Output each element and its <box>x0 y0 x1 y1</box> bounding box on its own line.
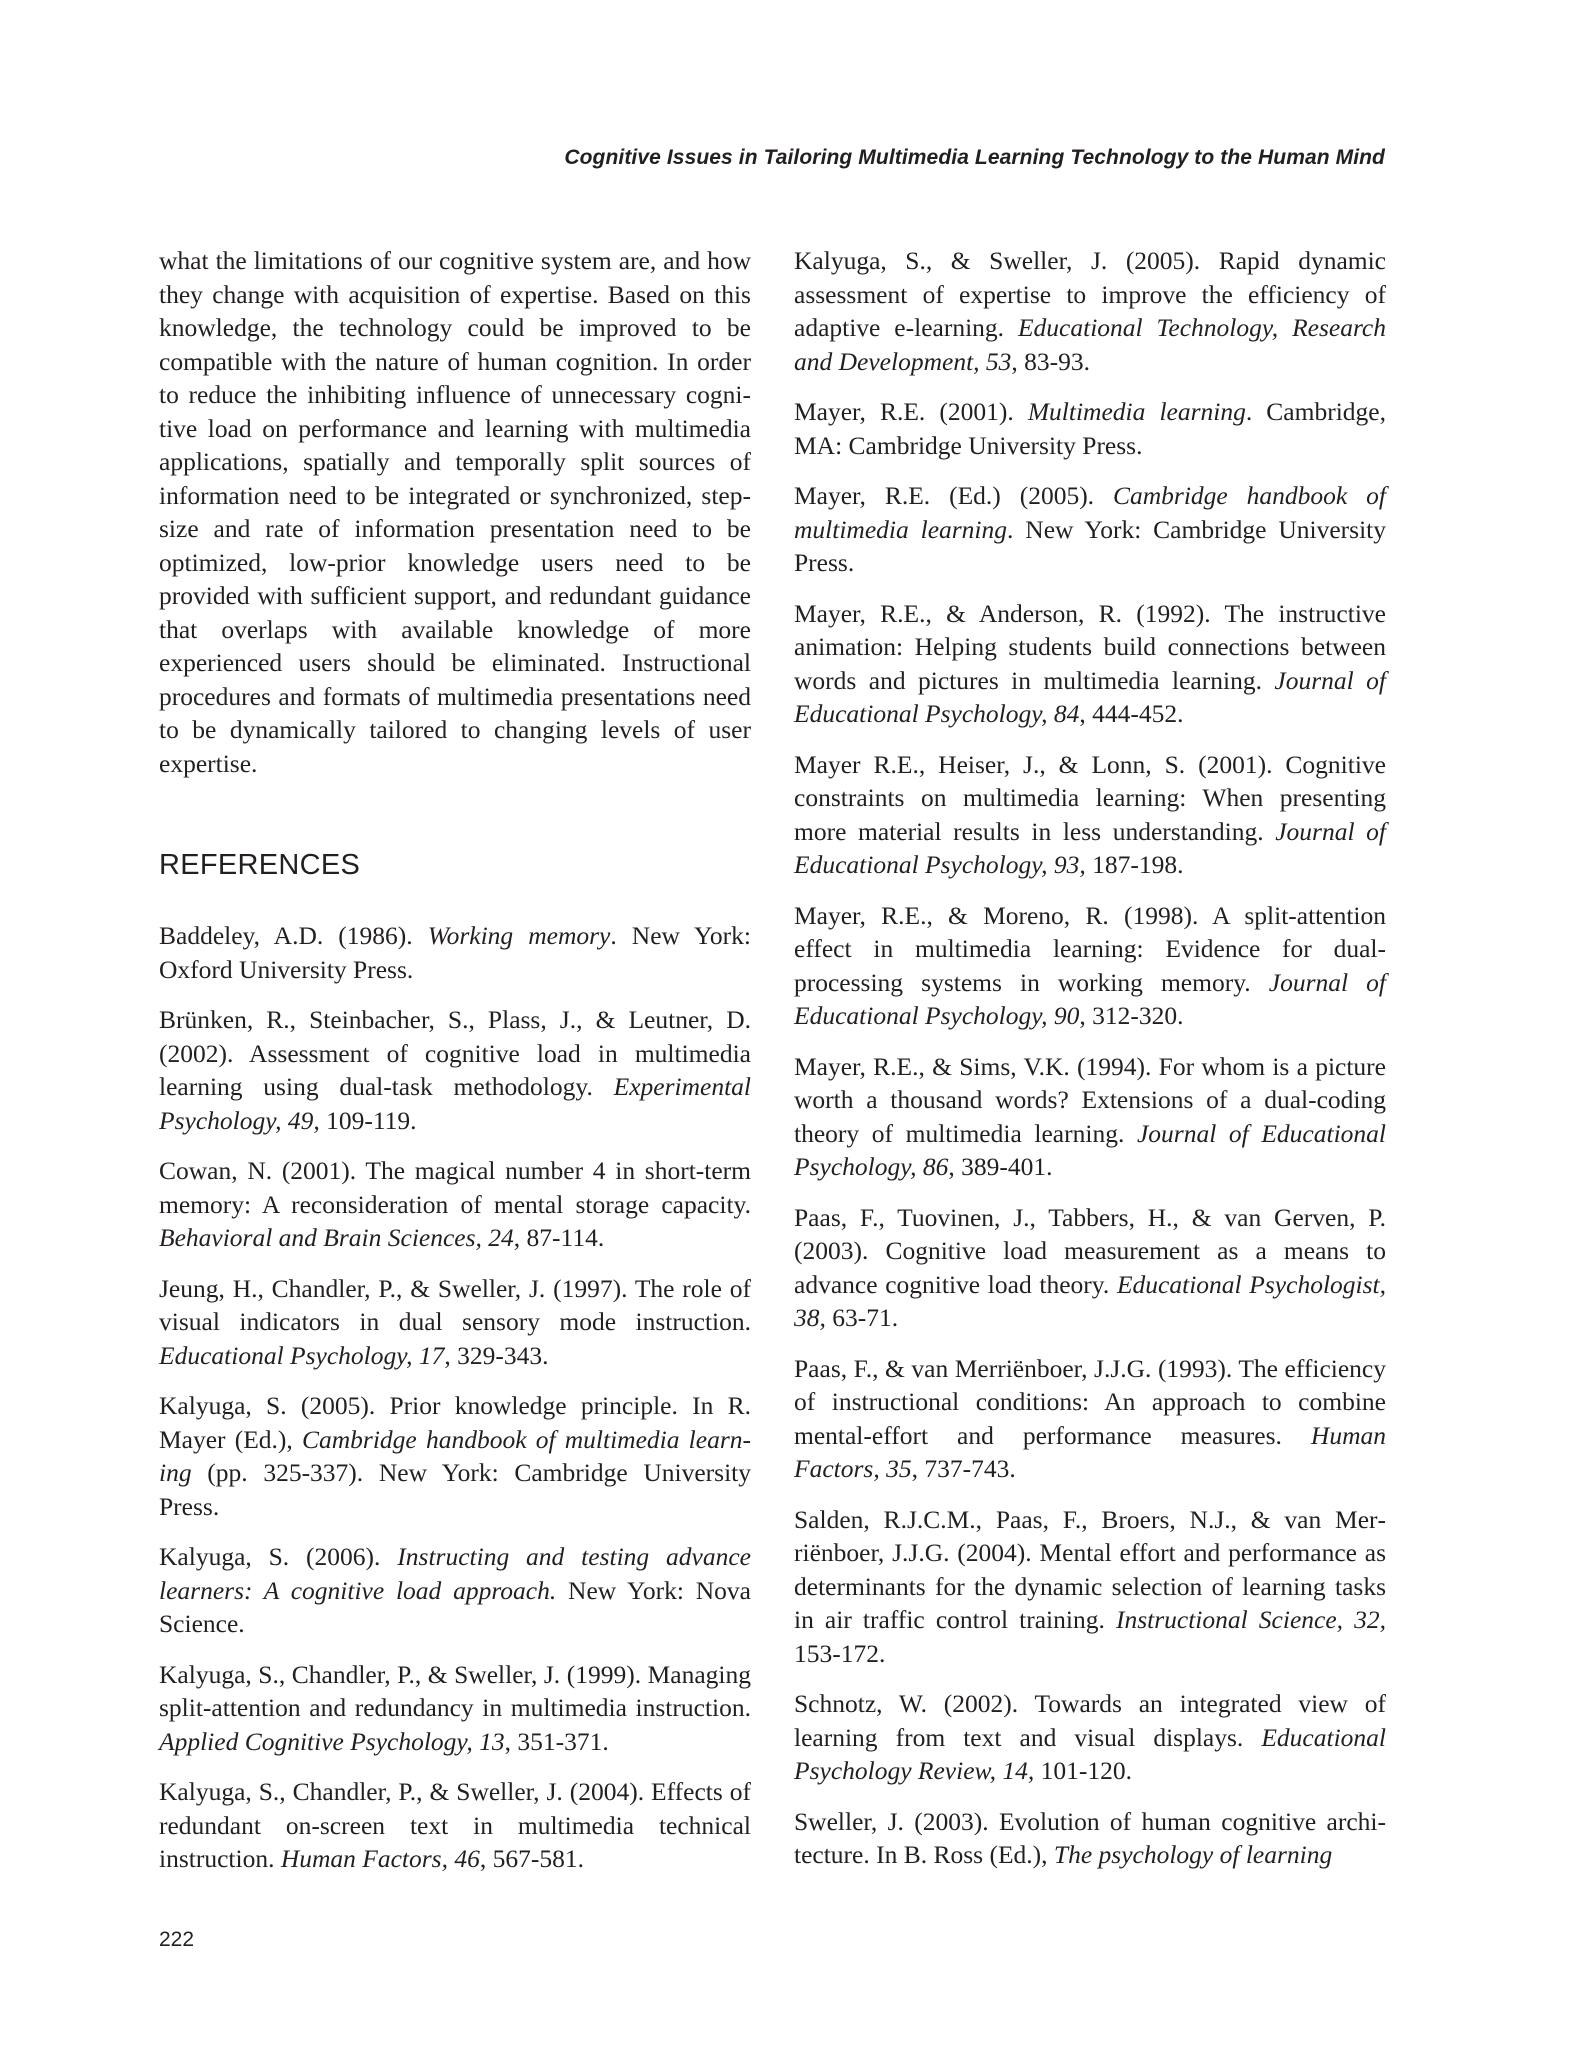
reference-source: Behavioral and Brain Sciences, 24 <box>159 1223 514 1252</box>
left-column <box>159 244 751 1893</box>
reference-source: The psychology of learning <box>1053 1840 1333 1869</box>
reference-text: Kalyuga, S. (2006). <box>159 1542 398 1571</box>
reference-source: Instructional Science, 32, <box>1115 1605 1386 1634</box>
reference-text: Mayer, R.E. (Ed.) (2005). <box>794 481 1113 510</box>
reference-details: 187-198. <box>1085 850 1184 879</box>
reference-text: Paas, F., & van Merriënboer, J.J.G. (1993). The efficiency of instructional conditions: An approach to combine mental-effort and performance measures. <box>794 1353 1386 1450</box>
reference-text: Sweller, J. (2003). Evolution of human cognitive architecture. In B. Ross (Ed.), <box>794 1806 1386 1869</box>
reference-entry <box>159 1272 751 1373</box>
reference-entry <box>159 1003 751 1137</box>
reference-entry <box>794 899 1386 1033</box>
reference-entry <box>159 1540 751 1641</box>
reference-entry <box>794 597 1386 731</box>
reference-source: Human Factors, 35 <box>794 1420 1386 1483</box>
reference-details: , 389-401. <box>948 1152 1053 1181</box>
reference-entry <box>794 1201 1386 1335</box>
reference-entry <box>794 1805 1386 1872</box>
reference-source: Educational Technology, Research and Development, 53 <box>794 313 1386 376</box>
reference-text: Mayer, R.E., & Moreno, R. (1998). A split-attention effect in multimedia learning: Evidence for dual-processing systems in working memory. <box>794 900 1386 997</box>
reference-entry <box>159 1154 751 1255</box>
reference-source: Educational Psychologist, 38, <box>794 1269 1387 1332</box>
reference-source: Journal of Educational Psychology, 84 <box>794 665 1386 728</box>
page-number: 222 <box>159 1928 195 1951</box>
reference-entry <box>794 1352 1386 1486</box>
running-head: Cognitive Issues in Tailoring Multimedia Learning Technology to the Human Mind <box>564 146 1385 169</box>
reference-text: Mayer R.E., Heiser, J., & Lonn, S. (2001). Cognitive constraints on multimedia learning: When presenting more material results in less understanding. <box>794 749 1386 846</box>
reference-text: Paas, F., Tuovinen, J., Tabbers, H., & van Gerven, P. (2003). Cognitive load measurement as a means to advance cognitive load theory. <box>794 1202 1386 1299</box>
reference-details: 101-120. <box>1034 1756 1133 1785</box>
references-heading: REFERENCES <box>159 849 361 881</box>
reference-text: Kalyuga, S., & Sweller, J. (2005). Rapid dynamic assessment of expertise to improve the efficiency of adaptive e-learning. <box>794 246 1386 342</box>
reference-source: Applied Cognitive Psychology, 13 <box>159 1726 505 1756</box>
reference-details: . New York: Oxford University Press. <box>159 921 751 984</box>
reference-source: Educational Psychology, 17 <box>159 1340 445 1370</box>
reference-source: Human Factors, 46 <box>280 1844 480 1873</box>
reference-source: Working memory <box>427 921 611 950</box>
reference-details: 109-119. <box>319 1105 417 1135</box>
reference-entry <box>794 1050 1386 1184</box>
reference-entry <box>159 1658 751 1759</box>
reference-text: Jeung, H., Chandler, P., & Sweller, J. (1997). The role of visual indicators in dual sensory mode instruction. <box>159 1273 751 1336</box>
reference-details: . Cambridge, MA: Cambridge University Press. <box>794 397 1386 460</box>
reference-details: New York: Nova Science. <box>159 1575 752 1638</box>
reference-entry <box>794 1687 1386 1788</box>
reference-text: Kalyuga, S. (2005). Prior knowledge principle. In R. Mayer (Ed.), <box>159 1391 751 1454</box>
reference-details: 153-172. <box>794 1638 886 1668</box>
reference-text: Salden, R.J.C.M., Paas, F., Broers, N.J., & van Merriënboer, J.J.G. (2004). Mental effort and performance as determinants for the dynamic selection of learning tasks in air traffic control training. <box>794 1504 1386 1634</box>
reference-text: Mayer, R.E., & Anderson, R. (1992). The instructive animation: Helping students build connections between words and pictures in multimedia learning. <box>794 598 1386 695</box>
reference-source: Cambridge handbook of multimedia learning <box>794 481 1386 544</box>
reference-details: , 351-371. <box>504 1726 609 1756</box>
reference-source: Multimedia learning <box>1027 397 1246 426</box>
reference-entry <box>159 1389 751 1523</box>
reference-source: Educational Psychology Review, 14, <box>794 1722 1386 1785</box>
reference-text: Kalyuga, S., Chandler, P., & Sweller, J. (1999). Managing split-attention and redundancy in multimedia instruction. <box>159 1659 751 1722</box>
reference-text: Mayer, R.E. (2001). <box>794 397 1028 426</box>
reference-text: Schnotz, W. (2002). Towards an integrated view of learning from text and visual displays. <box>794 1689 1386 1752</box>
reference-details: , 737-743. <box>911 1454 1016 1483</box>
reference-details: , 87-114. <box>513 1223 605 1252</box>
reference-entry <box>794 748 1386 882</box>
reference-details: , 444-452. <box>1079 699 1184 728</box>
reference-entry <box>159 919 751 986</box>
reference-list-left <box>159 919 751 1876</box>
reference-entry <box>794 1503 1386 1671</box>
reference-details: . New York: Cambridge University Press. <box>794 514 1386 577</box>
reference-source: Experimental Psychology, 49, <box>159 1072 751 1135</box>
reference-text: Mayer, R.E., & Sims, V.K. (1994). For whom is a picture worth a thousand words? Extensions of a dual-coding theory of multimedia learning. <box>794 1051 1386 1148</box>
reference-text: Kalyuga, S., Chandler, P., & Sweller, J. (2004). Effects of redundant on-screen text in multimedia technical instruction. <box>159 1777 751 1873</box>
reference-source: Journal of Educational Psychology, 93, <box>794 816 1386 879</box>
reference-details: , 567-581. <box>479 1844 584 1873</box>
reference-details: (pp. 325-337). New York: Cambridge University Press. <box>159 1458 751 1521</box>
body-paragraph: what the limitations of our cognitive system are, and how they change with acquisition of expertise. Based on this knowledge, the technology could be improved to be compatible with the nature of human cognition. In order to reduce the inhibiting influence of unnecessary cognitive load on performance and learning with multimedia applications, spatially and temporally split sources of information need to be integrated or synchronized, step-size and rate of information presentation need to be optimized, low-prior knowledge users need to be provided with sufficient support, and redundant guidance that overlaps with available knowledge of more experienced users should be eliminated. Instructional procedures and formats of multimedia presentations need to be dynamically tailored to changing levels of user expertise. <box>159 246 751 778</box>
reference-source: Instructing and testing advance learners: A cognitive load approach. <box>159 1542 751 1605</box>
reference-source: Cambridge handbook of multimedia learning <box>159 1424 751 1487</box>
right-column <box>794 244 1386 1889</box>
reference-text: Cowan, N. (2001). The magical number 4 in short-term memory: A reconsideration of mental storage capacity. <box>159 1156 751 1219</box>
reference-source: Journal of Educational Psychology, 86 <box>794 1118 1387 1181</box>
reference-details: , 83-93. <box>1011 346 1091 376</box>
reference-list-right <box>794 244 1386 1872</box>
reference-entry <box>159 1775 751 1876</box>
reference-entry <box>794 479 1386 580</box>
reference-text: Baddeley, A.D. (1986). <box>159 921 428 950</box>
reference-details: , 329-343. <box>444 1340 549 1370</box>
reference-source: Journal of Educational Psychology, 90 <box>794 967 1386 1030</box>
reference-text: Brünken, R., Steinbacher, S., Plass, J., & Leutner, D. (2002). Assessment of cognitive load in multimedia learning using dual-task methodology. <box>159 1005 751 1101</box>
reference-entry <box>794 395 1386 462</box>
reference-entry <box>794 244 1386 378</box>
reference-details: 63-71. <box>825 1303 899 1332</box>
reference-details: , 312-320. <box>1079 1001 1184 1030</box>
